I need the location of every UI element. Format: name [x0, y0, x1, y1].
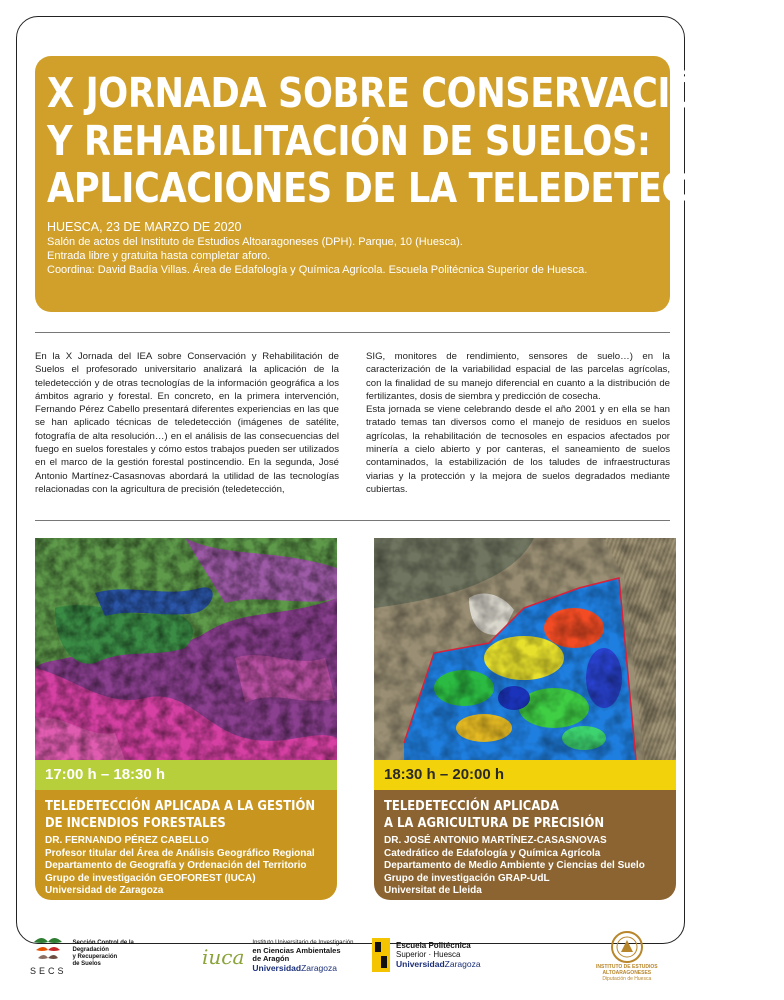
iuca-university-bold: Universidad	[252, 963, 302, 973]
secs-acronym: SECS	[30, 966, 67, 976]
talk-1-speaker-block	[45, 835, 333, 898]
talk-1-affiliation-4: Universidad de Zaragoza	[45, 885, 164, 896]
iea-text-line-2: ALTOARAGONESES	[602, 970, 652, 976]
logo-iea	[596, 930, 658, 982]
talk-card-wildfire	[35, 538, 337, 900]
eps-emblem-icon	[372, 938, 390, 972]
event-entry: Entrada libre y gratuita hasta completar aforo.	[47, 249, 271, 262]
iuca-text-line-3: de Aragón	[252, 954, 290, 963]
talk-1-title-line-1: TELEDETECCIÓN APLICADA A LA GESTIÓN	[45, 798, 316, 814]
secs-text-line-2: Degradación	[72, 947, 109, 953]
eps-text	[396, 941, 481, 969]
secs-text	[73, 940, 134, 968]
divider-bottom	[35, 520, 670, 521]
talk-1-affiliation-2: Departamento de Geografía y Ordenación del Territorio	[45, 860, 307, 871]
talk-1-details	[45, 798, 333, 898]
talk-1-affiliation-1: Profesor titular del Área de Análisis Geográfico Regional	[45, 847, 315, 859]
talk-2-speaker-name: DR. JOSÉ ANTONIO MARTÍNEZ-CASASNOVAS	[384, 835, 607, 846]
iea-text-line-3: Diputación de Huesca	[602, 976, 652, 982]
eps-university-city: Zaragoza	[444, 959, 481, 969]
satellite-image-agriculture	[374, 538, 676, 760]
eps-text-line-1: Escuela Politécnica	[396, 941, 471, 950]
iuca-mark: iuca	[202, 944, 245, 969]
talk-1-title-line-2: DE INCENDIOS FORESTALES	[45, 815, 226, 831]
talk-2-title-line-2: A LA AGRICULTURA DE PRECISIÓN	[384, 815, 605, 831]
talk-1-affiliation-3: Grupo de investigación GEOFOREST (IUCA)	[45, 872, 256, 884]
intro-text	[35, 350, 670, 510]
title-line-2: Y REHABILITACIÓN DE SUELOS:	[47, 116, 651, 165]
talk-2-affiliation-2: Departamento de Medio Ambiente y Ciencias del Suelo	[384, 860, 645, 871]
intro-paragraph-3: Esta jornada se viene celebrando desde el año 2001 y en ella se han tratado temas tan diversos como el manejo de residuos en suelos agrícolas, la rehabilitación de tecnosoles en espacios afectados por minería a cielo abierto y por canteras, el saneamiento de suelos contaminados, la estabilización de los taludes de infraestructuras viarias y la protección y la mejora de suelos degradados mediante cubiertas.	[366, 404, 670, 495]
secs-emblem-icon	[30, 932, 66, 966]
event-info	[47, 219, 658, 277]
title-line-3: APLICACIONES DE LA TELEDETECCIÓN	[47, 164, 784, 213]
time-slot-2: 18:30 h – 20:00 h	[374, 760, 676, 790]
satellite-image-wildfire	[35, 538, 337, 760]
eps-text-line-2: Superior · Huesca	[396, 950, 461, 959]
eps-university-bold: Universidad	[396, 959, 445, 969]
title-line-1: X JORNADA SOBRE CONSERVACIÓN	[47, 69, 729, 117]
iea-seal-icon	[610, 930, 644, 964]
intro-column-2	[366, 350, 670, 510]
intro-paragraph-2: SIG, monitores de rendimiento, sensores de suelo…) en la caracterización de la variabilidad espacial de las parcelas agrícolas, con la finalidad de su manejo diferencial en cuanto a la distribución de fertilizantes, dosis de siembra y predicción de cosecha.	[366, 351, 670, 402]
talk-2-affiliation-1: Catedrático de Edafología y Química Agrícola	[384, 847, 601, 859]
sponsor-logos	[30, 930, 680, 990]
talk-2-affiliation-4: Universitat de Lleida	[384, 885, 482, 896]
event-venue: Salón de actos del Instituto de Estudios Altoaragoneses (DPH). Parque, 10 (Huesca).	[47, 235, 463, 248]
talk-card-precision-agriculture	[374, 538, 676, 900]
eps-university	[396, 959, 481, 969]
talk-2-details	[384, 798, 672, 898]
secs-text-line-1: Sección Control de la	[72, 940, 134, 946]
iuca-university-city: Zaragoza	[301, 963, 337, 973]
talk-1-speaker-name: DR. FERNANDO PÉREZ CABELLO	[45, 835, 209, 846]
secs-text-line-4: de Suelos	[72, 961, 101, 967]
intro-paragraph-1: En la X Jornada del IEA sobre Conservación y Rehabilitación de Suelos el profesorado universitario analizará la aplicación de la teledetección y de otras tecnologías de la información geográfica a los ámbitos agrario y forestal. En concreto, en la primera intervención, Fernando Pérez Cabello presentará diferentes experiencias en las que se han aplicado técnicas de teledetección (imágenes de satélite, fotografía de alta resolución…) en el análisis de las consecuencias del fuego en suelos forestales y cómo estos trabajos pueden ser utilizados en el marco de la gestión forestal postincendio. En la segunda, José Antonio Martínez-Casasnovas abordará la utilidad de las tecnologías relacionadas con la agricultura de precisión (teledetección,	[35, 351, 339, 495]
event-date: HUESCA, 23 DE MARZO DE 2020	[47, 219, 242, 234]
secs-text-line-3: y Recuperación	[72, 954, 118, 960]
logo-iuca	[202, 940, 353, 973]
iuca-university	[252, 963, 353, 973]
talk-2-affiliation-3: Grupo de investigación GRAP-UdL	[384, 872, 550, 884]
talk-2-speaker-block	[384, 835, 672, 898]
iuca-text-line-1: Instituto Universitario de Investigación	[252, 940, 354, 946]
iuca-text-line-2: en Ciencias Ambientales	[252, 946, 341, 955]
event-coordinator: Coordina: David Badía Villas. Área de Edafología y Química Agrícola. Escuela Politécnica Superior de Huesca.	[47, 263, 588, 276]
talk-2-title-line-1: TELEDETECCIÓN APLICADA	[384, 798, 559, 814]
header-banner	[35, 56, 784, 312]
time-slot-1: 17:00 h – 18:30 h	[35, 760, 337, 790]
intro-column-1	[35, 350, 339, 510]
logo-eps	[372, 938, 481, 972]
logo-secs	[30, 932, 134, 976]
iea-text-line-1: INSTITUTO DE ESTUDIOS	[596, 964, 658, 970]
iuca-text	[252, 940, 353, 973]
divider-top	[35, 332, 670, 333]
iea-text	[596, 964, 658, 982]
